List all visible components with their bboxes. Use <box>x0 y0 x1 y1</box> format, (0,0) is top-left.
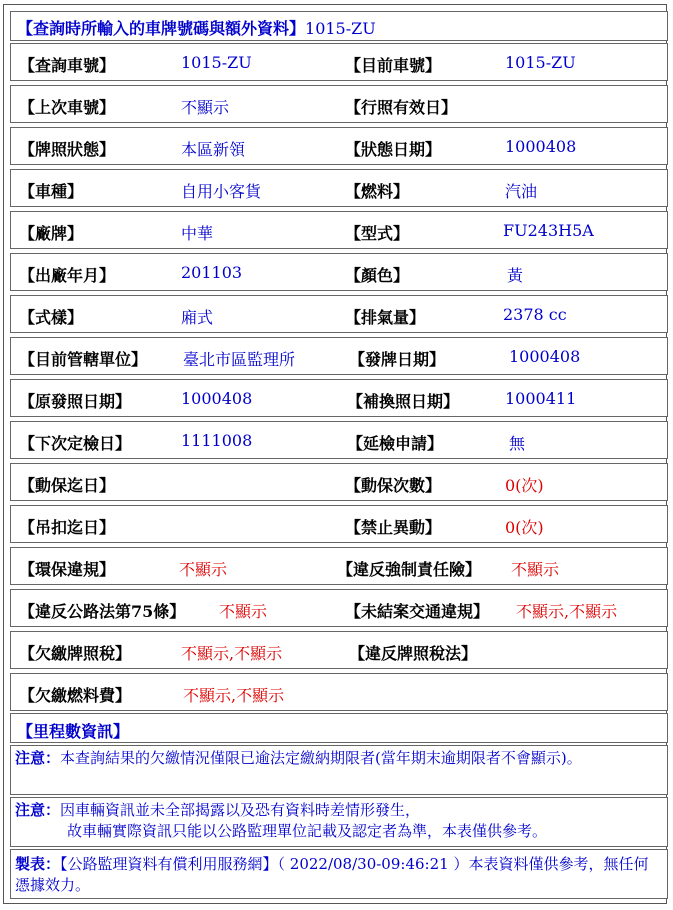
info-row <box>10 127 668 165</box>
info-row <box>10 421 668 459</box>
field-label: 【上次車號】 <box>19 98 116 117</box>
vehicle-info-panel <box>3 4 667 904</box>
info-row <box>10 631 668 669</box>
info-row <box>10 169 668 207</box>
field-label: 【下次定檢日】 <box>19 434 132 453</box>
field-value: 不顯示 <box>511 560 560 579</box>
footer-row <box>10 849 668 899</box>
field-value: 不顯示,不顯示 <box>181 644 283 663</box>
field-label: 【欠繳燃料費】 <box>19 686 132 705</box>
field-value: FU243H5A <box>503 221 594 240</box>
field-label: 【動保迄日】 <box>19 476 116 495</box>
field-value: 不顯示 <box>179 560 228 579</box>
field-value: 不顯示,不顯示 <box>183 686 285 705</box>
info-row <box>10 379 668 417</box>
field-label: 【目前車號】 <box>345 56 442 75</box>
query-title <box>17 16 376 39</box>
field-value: 廂式 <box>181 308 214 327</box>
field-label: 【型式】 <box>345 224 410 243</box>
info-row <box>10 505 668 543</box>
field-value: 1000408 <box>181 389 253 408</box>
footer-key: 製表： <box>15 855 61 873</box>
field-label: 【發牌日期】 <box>349 350 446 369</box>
field-value: 1000411 <box>505 389 577 408</box>
info-row <box>10 295 668 333</box>
field-value: 汽油 <box>505 182 538 201</box>
info-row <box>10 673 668 711</box>
field-label: 【出廠年月】 <box>19 266 116 285</box>
field-value: 201103 <box>181 263 243 282</box>
note-text-line2: 故車輛實際資訊只能以公路監理單位記載及認定者為準，本表僅供參考。 <box>67 822 548 840</box>
field-label: 【違反強制責任險】 <box>337 560 482 579</box>
field-label: 【延檢申請】 <box>347 434 444 453</box>
field-label: 【狀態日期】 <box>345 140 442 159</box>
field-value: 2378 cc <box>503 305 567 324</box>
field-label: 【原發照日期】 <box>19 392 132 411</box>
query-title-label: 【查詢時所輸入的車牌號碼與額外資料】 <box>17 19 306 38</box>
info-row <box>10 43 668 81</box>
info-row <box>10 253 668 291</box>
info-row <box>10 547 668 585</box>
query-title-row <box>10 11 668 41</box>
field-label: 【環保違規】 <box>19 560 116 579</box>
field-label: 【車種】 <box>19 182 84 201</box>
field-label: 【補換照日期】 <box>347 392 460 411</box>
field-label: 【廠牌】 <box>19 224 84 243</box>
field-label: 【牌照狀態】 <box>19 140 116 159</box>
field-label: 【顏色】 <box>345 266 410 285</box>
field-value: 0(次) <box>505 476 544 495</box>
field-value: 0(次) <box>505 518 544 537</box>
field-label: 【欠繳牌照稅】 <box>19 644 132 663</box>
info-row <box>10 211 668 249</box>
field-label: 【禁止異動】 <box>345 518 442 537</box>
field-label: 【燃料】 <box>345 182 410 201</box>
note-text: 本查詢結果的欠繳情況僅限已逾法定繳納期限者(當年期末逾期限者不會顯示)。 <box>60 749 582 767</box>
info-row <box>10 85 668 123</box>
field-label: 【違反公路法第75條】 <box>19 602 186 621</box>
note-text-line1: 因車輛資訊並未全部揭露以及恐有資料時差情形發生， <box>60 801 421 819</box>
info-row <box>10 589 668 627</box>
field-value: 臺北市區監理所 <box>183 350 296 369</box>
field-value: 黃 <box>507 266 524 285</box>
field-value: 中華 <box>181 224 214 243</box>
field-value: 1000408 <box>505 137 577 156</box>
field-label: 【未結案交通違規】 <box>345 602 490 621</box>
field-label: 【行照有效日】 <box>345 98 458 117</box>
note-key: 注意： <box>15 801 61 819</box>
field-label: 【目前管轄單位】 <box>19 350 148 369</box>
note-disclaimer <box>10 797 668 847</box>
field-value: 不顯示,不顯示 <box>516 602 618 621</box>
mileage-label: 【里程數資訊】 <box>17 722 130 741</box>
field-value: 1000408 <box>509 347 581 366</box>
field-label: 【式樣】 <box>19 308 84 327</box>
field-value: 無 <box>509 434 526 453</box>
info-row <box>10 463 668 501</box>
field-value: 本區新領 <box>181 140 246 159</box>
field-value: 1015-ZU <box>181 53 252 72</box>
mileage-row <box>10 713 668 743</box>
field-value: 1111008 <box>181 431 253 450</box>
field-value: 1015-ZU <box>505 53 576 72</box>
field-value: 不顯示 <box>219 602 268 621</box>
info-row <box>10 337 668 375</box>
query-title-plate: 1015-ZU <box>305 19 376 38</box>
field-value: 不顯示 <box>181 98 230 117</box>
note-key: 注意： <box>15 749 61 767</box>
field-label: 【動保次數】 <box>345 476 442 495</box>
note-overdue <box>10 745 668 795</box>
field-label: 【查詢車號】 <box>19 56 116 75</box>
field-label: 【違反牌照稅法】 <box>349 644 478 663</box>
field-value: 自用小客貨 <box>181 182 262 201</box>
field-label: 【排氣量】 <box>345 308 426 327</box>
footer-text: 【公路監理資料有償利用服務網】（ 2022/08/30-09:46:21 ）本表資料僅供參考，無任何憑據效力。 <box>15 855 649 894</box>
field-label: 【吊扣迄日】 <box>19 518 116 537</box>
